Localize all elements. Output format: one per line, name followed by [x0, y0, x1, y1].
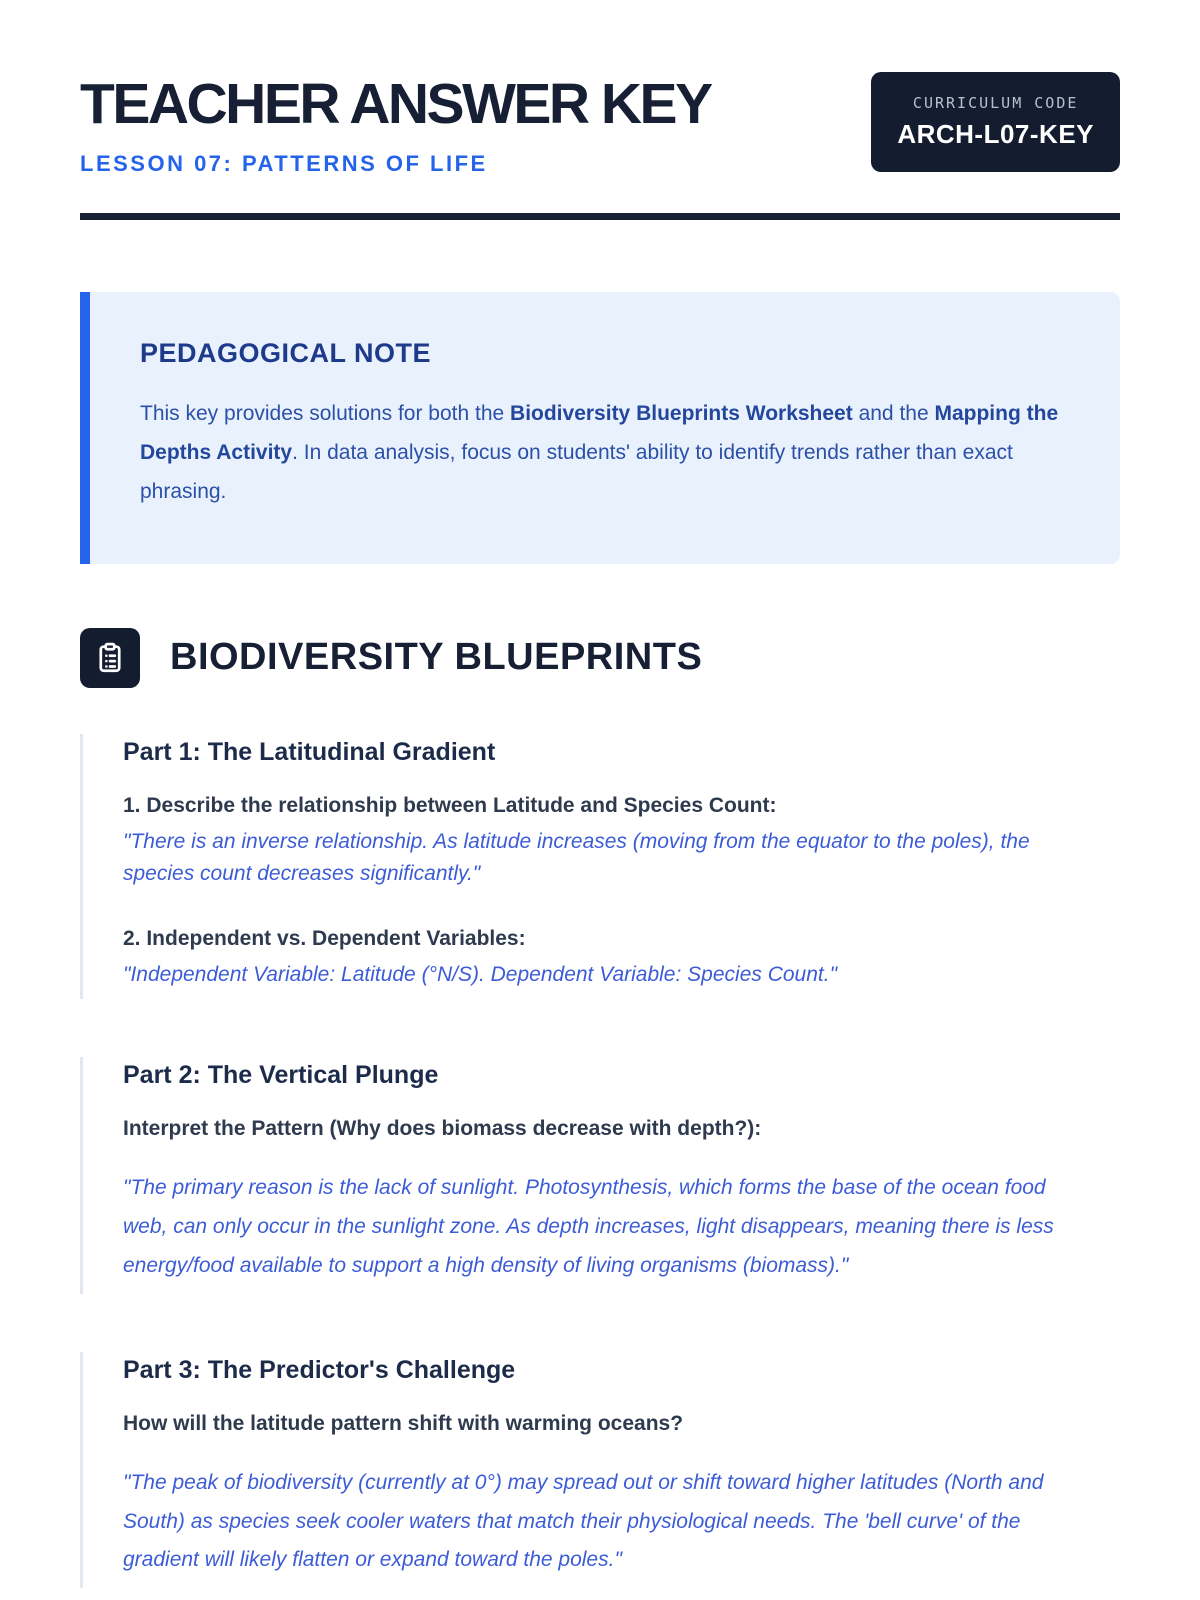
- badge-code: ARCH-L07-KEY: [897, 119, 1094, 149]
- part-3-heading: Part 3: The Predictor's Challenge: [123, 1355, 516, 1384]
- note-bold-worksheet: Biodiversity Blueprints Worksheet: [510, 402, 853, 425]
- part-3-question: How will the latitude pattern shift with warming oceans?: [123, 1411, 684, 1435]
- note-body: [140, 395, 1070, 512]
- note-text-segment-3: . In data analysis, focus on students' ability to identify trends rather than exact phrasing.: [140, 440, 1013, 503]
- part-1-answer-1: "There is an inverse relationship. As latitude increases (moving from the equator to the poles), the species count decreases significantly.": [123, 829, 1030, 886]
- note-bold-activity: Mapping the Depths Activity: [140, 402, 1059, 464]
- part-1-question-1: 1. Describe the relationship between Latitude and Species Count:: [123, 793, 777, 817]
- part-3-answer: "The peak of biodiversity (currently at 0°) may spread out or shift toward higher latitudes (North and South) as species seek cooler waters that match their physiological needs. The 'bell curve' of the gradient will likely flatten or expand toward the poles.": [123, 1470, 1044, 1572]
- part-2-question: Interpret the Pattern (Why does biomass decrease with depth?):: [123, 1117, 762, 1141]
- page-title: TEACHER ANSWER KEY: [80, 72, 711, 136]
- badge-label: CURRICULUM CODE: [912, 94, 1079, 112]
- note-text-segment-2: and the: [852, 402, 935, 425]
- part-2-vertical-plunge: [80, 1057, 1120, 1294]
- header-divider: [80, 213, 1120, 220]
- answer-key-page: [80, 0, 1120, 1588]
- note-text-segment-1: This key provides solutions for both the: [140, 402, 511, 425]
- header-titles: [80, 72, 711, 177]
- section-title: BIODIVERSITY BLUEPRINTS: [170, 636, 703, 679]
- section-header: [80, 628, 1120, 688]
- part-1-latitudinal-gradient: [80, 734, 1120, 1000]
- clipboard-list-icon-svg: [93, 641, 127, 675]
- lesson-subtitle: LESSON 07: PATTERNS OF LIFE: [80, 151, 488, 176]
- part-3-predictors-challenge: [80, 1352, 1120, 1589]
- note-title: PEDAGOGICAL NOTE: [140, 338, 432, 368]
- pedagogical-note-callout: [80, 292, 1120, 564]
- part-2-answer: "The primary reason is the lack of sunlight. Photosynthesis, which forms the base of the ocean food web, can only occur in the sunlight zone. As depth increases, light disappears, meaning there is less energy/food available to support a high density of living organisms (biomass).": [123, 1176, 1054, 1277]
- part-1-heading: Part 1: The Latitudinal Gradient: [123, 737, 496, 766]
- curriculum-code-badge: [871, 72, 1120, 172]
- part-1-question-2: 2. Independent vs. Dependent Variables:: [123, 926, 526, 950]
- header: [80, 72, 1120, 177]
- clipboard-list-icon: [80, 628, 140, 688]
- part-2-heading: Part 2: The Vertical Plunge: [123, 1061, 439, 1090]
- part-1-answer-2: "Independent Variable: Latitude (°N/S). Dependent Variable: Species Count.": [123, 962, 838, 986]
